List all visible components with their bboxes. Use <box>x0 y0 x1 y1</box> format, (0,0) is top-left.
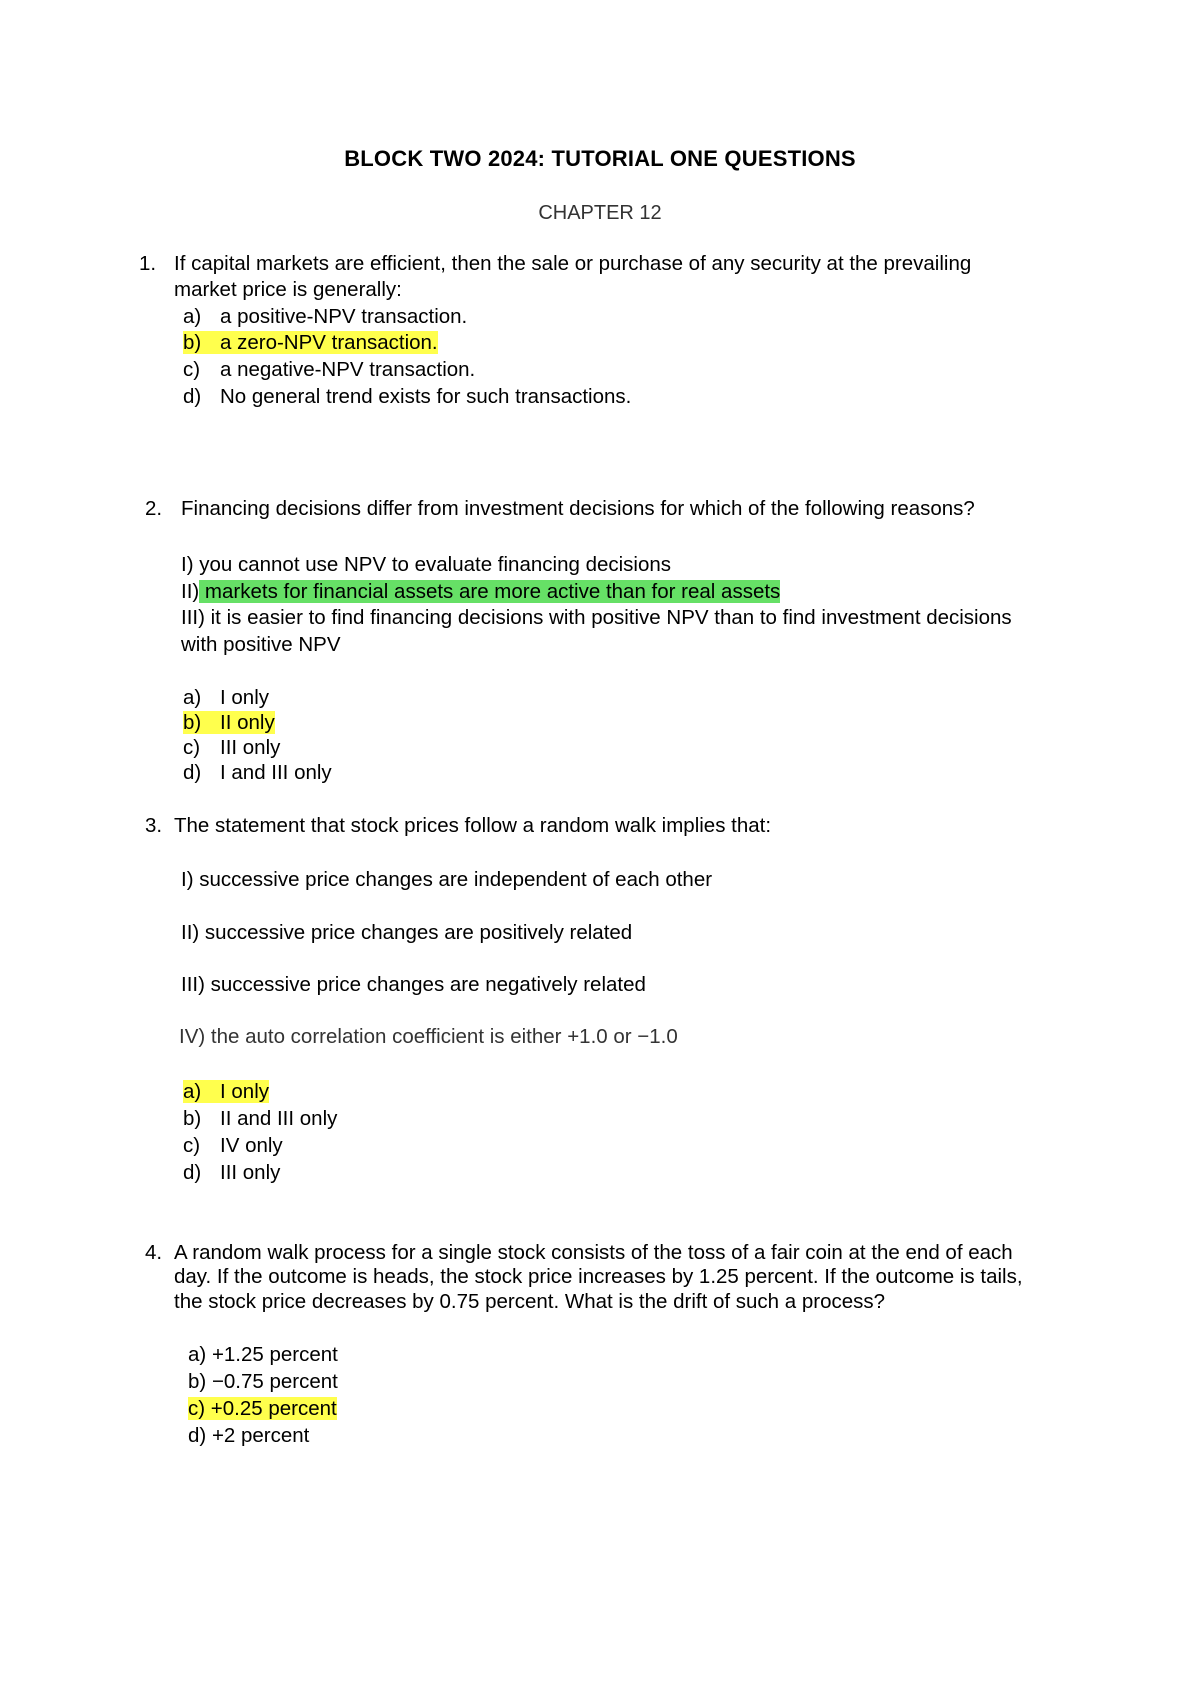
statement-label: II) <box>181 921 200 944</box>
statement-iii <box>181 972 646 998</box>
option-a <box>183 304 467 330</box>
option-letter: c) <box>188 1397 206 1420</box>
option-b-correct <box>183 330 438 356</box>
chapter-heading: CHAPTER 12 <box>538 202 662 224</box>
option-letter: a) <box>183 686 202 709</box>
option-c <box>183 735 280 761</box>
statement-label: IV) <box>179 1025 206 1048</box>
option-b-correct <box>183 710 275 736</box>
option-text: +0.25 percent <box>210 1397 337 1420</box>
option-text: I and III only <box>220 761 332 784</box>
question-stem-line: the stock price decreases by 0.75 percent. What is the drift of such a process? <box>174 1290 886 1313</box>
statement-label: I) <box>181 553 194 576</box>
question-stem-line: market price is generally: <box>174 278 402 301</box>
option-letter: c) <box>183 736 201 759</box>
option-b <box>188 1369 338 1395</box>
statement-label: I) <box>181 868 194 891</box>
option-d <box>183 1160 280 1186</box>
option-text: a zero-NPV transaction. <box>220 331 438 354</box>
option-text: IV only <box>220 1134 283 1157</box>
option-text: III only <box>220 736 281 759</box>
option-text: a negative-NPV transaction. <box>220 358 476 381</box>
option-a-correct <box>183 1079 269 1105</box>
option-a <box>188 1342 338 1368</box>
option-text: a positive-NPV transaction. <box>220 305 468 328</box>
statement-label: II) <box>181 580 200 603</box>
option-letter: d) <box>188 1424 207 1447</box>
option-text: +2 percent <box>211 1424 310 1447</box>
question-number: 1. <box>139 252 157 275</box>
statement-ii <box>181 579 780 605</box>
statement-text: with positive NPV <box>181 633 341 656</box>
statement-i <box>181 867 712 893</box>
option-c <box>183 1133 283 1159</box>
question-stem-line: day. If the outcome is heads, the stock price increases by 1.25 percent. If the outcome is tails, <box>174 1265 1023 1288</box>
option-text: +1.25 percent <box>211 1343 338 1366</box>
question-stem-line: If capital markets are efficient, then the sale or purchase of any security at the prevailing <box>174 252 972 275</box>
statement-i <box>181 552 671 578</box>
statement-iii <box>181 605 1012 631</box>
option-letter: d) <box>183 761 202 784</box>
statement-label: III) <box>181 973 205 996</box>
document-title: BLOCK TWO 2024: TUTORIAL ONE QUESTIONS <box>344 146 856 171</box>
option-letter: d) <box>183 1161 202 1184</box>
option-letter: d) <box>183 385 202 408</box>
option-d <box>183 384 631 410</box>
option-letter: c) <box>183 1134 201 1157</box>
statement-iii-continued <box>181 632 341 658</box>
option-text: I only <box>220 686 269 709</box>
statement-text: the auto correlation coefficient is either +1.0 or −1.0 <box>205 1025 678 1048</box>
option-text: III only <box>220 1161 281 1184</box>
statement-text: you cannot use NPV to evaluate financing decisions <box>193 553 672 576</box>
option-text: No general trend exists for such transactions. <box>220 385 632 408</box>
option-a <box>183 685 269 711</box>
option-c <box>183 357 475 383</box>
option-text: II only <box>220 711 275 734</box>
statement-text: markets for financial assets are more active than for real assets <box>199 580 781 603</box>
statement-label: III) <box>181 606 205 629</box>
statement-text: successive price changes are positively related <box>199 921 633 944</box>
option-text: II and III only <box>220 1107 338 1130</box>
statement-iv <box>179 1024 678 1050</box>
option-letter: c) <box>183 358 201 381</box>
statement-text: it is easier to find financing decisions with positive NPV than to find investment decisions <box>204 606 1012 629</box>
option-letter: a) <box>188 1343 207 1366</box>
question-number: 4. <box>145 1241 163 1264</box>
option-text: I only <box>220 1080 269 1103</box>
option-letter: a) <box>183 305 202 328</box>
question-stem-line: Financing decisions differ from investment decisions for which of the following reasons? <box>181 497 975 520</box>
option-letter: b) <box>183 331 202 354</box>
option-letter: a) <box>183 1080 202 1103</box>
option-text: −0.75 percent <box>211 1370 338 1393</box>
statement-ii <box>181 920 632 946</box>
question-number: 3. <box>145 814 163 837</box>
option-letter: b) <box>188 1370 207 1393</box>
option-b <box>183 1106 337 1132</box>
option-letter: b) <box>183 711 202 734</box>
statement-text: successive price changes are independent of each other <box>193 868 713 891</box>
option-letter: b) <box>183 1107 202 1130</box>
question-number: 2. <box>145 497 163 520</box>
question-stem-line: A random walk process for a single stock consists of the toss of a fair coin at the end of each <box>174 1241 1013 1264</box>
option-d <box>183 760 332 786</box>
statement-text: successive price changes are negatively related <box>204 973 646 996</box>
option-d <box>188 1423 309 1449</box>
question-stem-line: The statement that stock prices follow a random walk implies that: <box>174 814 772 837</box>
option-c-correct <box>188 1396 337 1422</box>
